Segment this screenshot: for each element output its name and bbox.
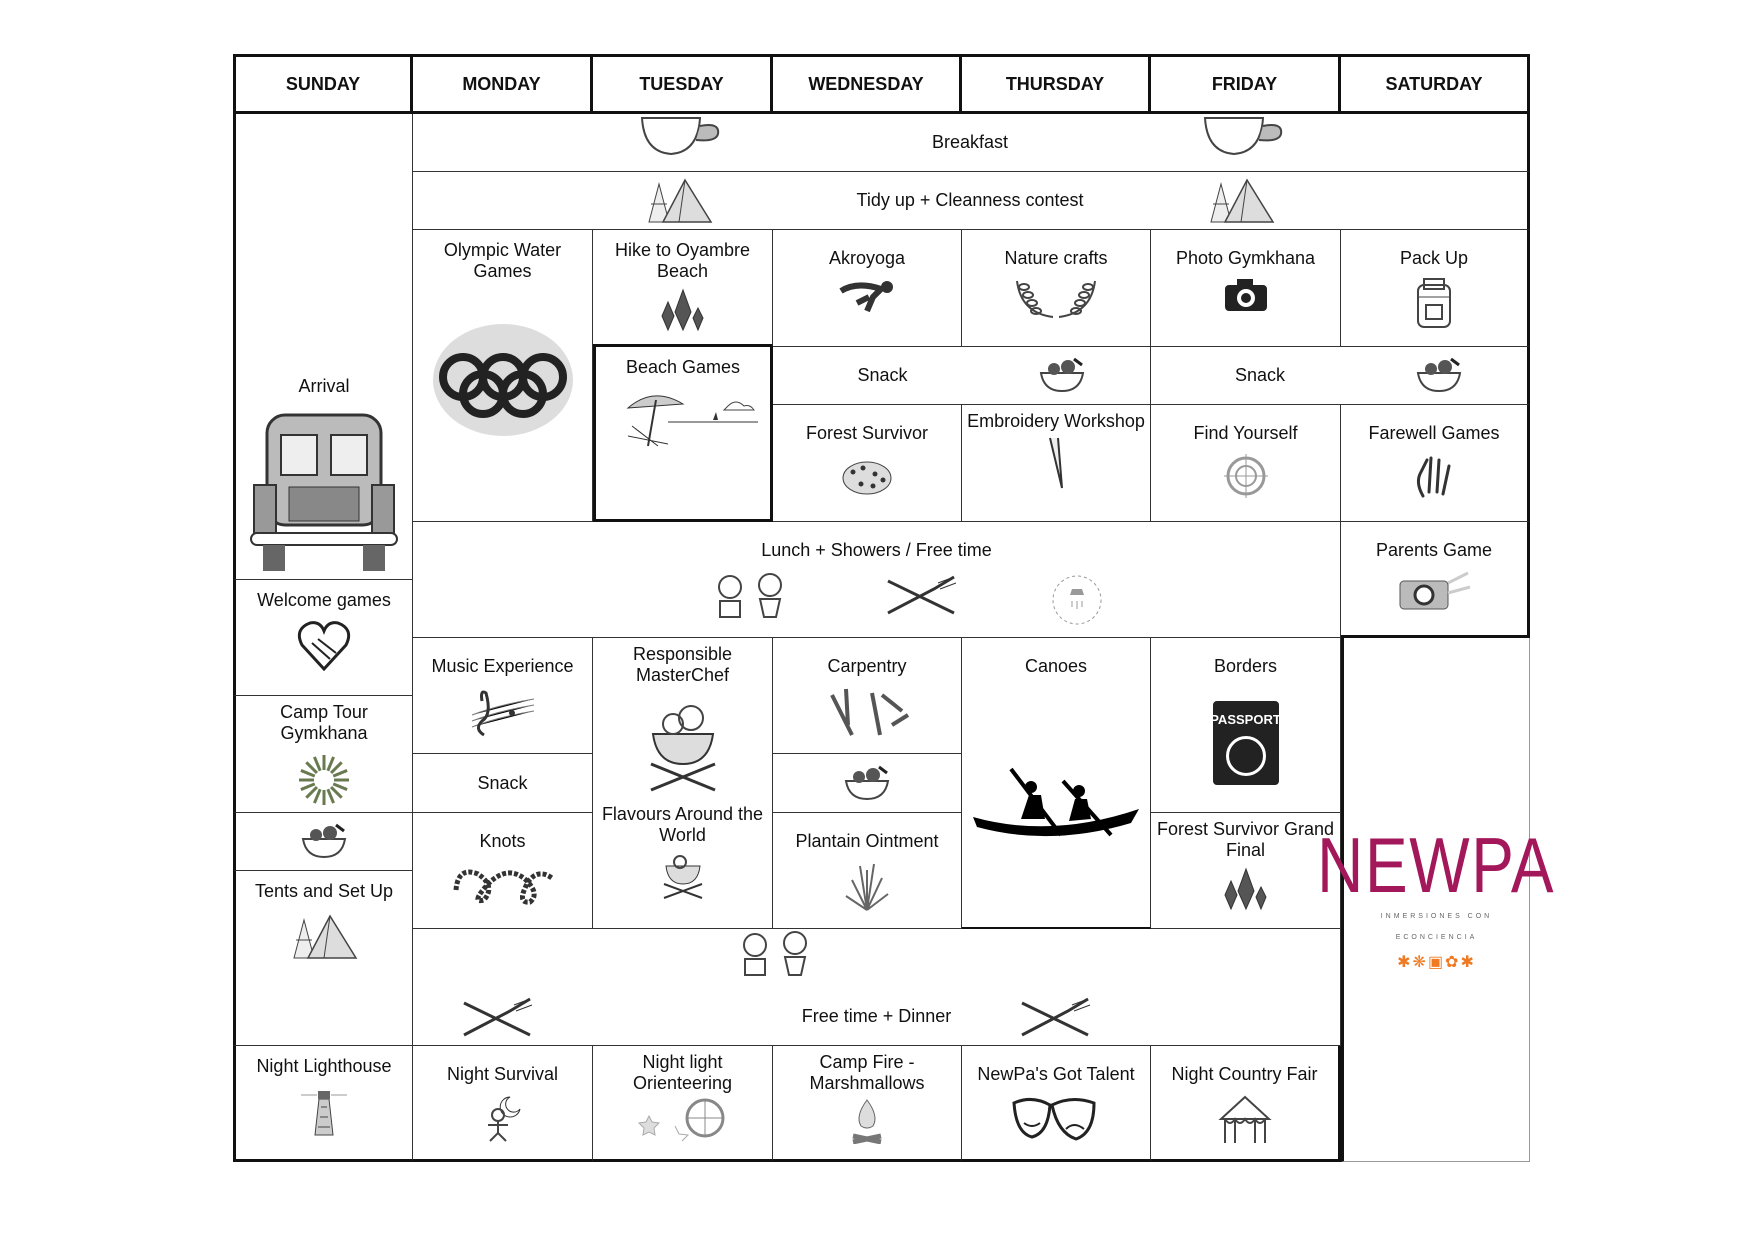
cell-forest-survivor xyxy=(773,405,962,521)
cell-country-fair xyxy=(1151,1046,1341,1162)
tent-icon xyxy=(641,174,717,226)
fruit-bowl-icon xyxy=(843,765,891,801)
cup-icon xyxy=(1201,112,1287,158)
kids-icon xyxy=(735,931,819,981)
activity-label: Lunch + Showers / Free time xyxy=(761,539,992,560)
cell-tents xyxy=(233,871,413,1046)
cell-parents-game xyxy=(1341,522,1530,638)
cell-snack-fri-sat xyxy=(1151,347,1530,405)
food-basket-icon xyxy=(660,850,706,900)
fruit-bowl-icon xyxy=(300,823,348,859)
cell-snack-wed-thu xyxy=(773,347,1151,405)
activity-label: Akroyoga xyxy=(828,248,906,269)
yoga-pose-icon xyxy=(837,277,897,313)
cell-welcome-games xyxy=(233,580,413,696)
theater-masks-icon xyxy=(1010,1093,1102,1143)
activity-label: Farewell Games xyxy=(1368,423,1500,444)
activity-label: Carpentry xyxy=(827,655,907,676)
activity-label: Welcome games xyxy=(257,589,391,610)
activity-label: NewPa's Got Talent xyxy=(977,1063,1135,1084)
cell-pack-up xyxy=(1341,230,1530,346)
row-tidy-up xyxy=(413,172,1530,230)
bus-icon xyxy=(249,405,399,575)
activity-label: Breakfast xyxy=(931,132,1009,153)
activity-label: Pack Up xyxy=(1399,248,1469,269)
food-basket-icon xyxy=(643,694,723,794)
activity-label: Beach Games xyxy=(625,356,741,377)
activity-label: Music Experience xyxy=(431,655,574,676)
cell-farewell-games xyxy=(1341,405,1530,521)
night-figure-icon xyxy=(480,1093,526,1143)
fruit-bowl-icon xyxy=(1415,357,1463,393)
header-thursday: THURSDAY xyxy=(962,54,1151,114)
activity-label: Parents Game xyxy=(1375,539,1493,560)
passport-label: PASSPORT xyxy=(1210,711,1281,727)
leaf-wreath-icon xyxy=(296,752,352,808)
fruit-bowl-icon xyxy=(1038,357,1086,393)
backpack-icon xyxy=(1414,277,1454,329)
trees-icon xyxy=(658,286,708,334)
handshake-heart-icon xyxy=(296,619,352,671)
activity-label: Plantain Ointment xyxy=(795,830,939,851)
activity-label: Embroidery Workshop xyxy=(967,411,1145,432)
cell-snack-wednesday xyxy=(773,754,962,812)
fair-tent-icon xyxy=(1217,1093,1273,1145)
cell-night-orienteering xyxy=(593,1046,773,1162)
activity-label: Free time + Dinner xyxy=(801,1006,952,1027)
cell-akroyoga xyxy=(773,230,962,346)
activity-label: Snack xyxy=(477,772,528,793)
trees-icon xyxy=(1221,865,1271,913)
kids-icon xyxy=(710,573,794,627)
activity-label: Nature crafts xyxy=(1004,248,1108,269)
activity-label: Snack xyxy=(857,364,908,385)
activity-label: Hike to Oyambre Beach xyxy=(614,240,751,282)
shower-icon xyxy=(1050,573,1104,627)
laurel-icon xyxy=(1011,277,1101,321)
row-dinner xyxy=(413,929,1341,1045)
activity-label: Camp Tour Gymkhana xyxy=(280,702,368,744)
header-tuesday: TUESDAY xyxy=(593,54,773,114)
activity-label: Tidy up + Cleanness contest xyxy=(856,190,1084,211)
activity-label: Night light Orienteering xyxy=(632,1051,733,1093)
cell-find-yourself xyxy=(1151,405,1341,521)
cell-embroidery xyxy=(962,405,1151,521)
lighthouse-icon xyxy=(299,1085,349,1137)
olympic-rings-icon xyxy=(430,322,576,438)
header-saturday: SATURDAY xyxy=(1341,54,1530,114)
cup-icon xyxy=(638,112,724,158)
tent-icon xyxy=(286,910,362,962)
cell-camp-fire xyxy=(773,1046,962,1162)
canoe-icon xyxy=(971,765,1141,845)
cell-camp-tour xyxy=(233,696,413,812)
camera-icon xyxy=(1223,277,1269,313)
cell-photo-gymkhana xyxy=(1151,230,1341,346)
tent-icon xyxy=(1203,174,1279,226)
cell-night-lighthouse xyxy=(233,1046,413,1162)
weekly-camp-schedule xyxy=(233,54,1556,1162)
newpa-logo xyxy=(1317,638,1556,1162)
cell-night-survival xyxy=(413,1046,593,1162)
cell-beach-games xyxy=(593,347,773,522)
logo-tagline: INMERSIONES CON ECONCIENCIA xyxy=(1380,912,1493,941)
cell-canoes xyxy=(962,638,1151,929)
target-icon xyxy=(1222,452,1270,500)
activity-label: Night Survival xyxy=(446,1063,559,1084)
activity-label: Night Lighthouse xyxy=(256,1055,392,1076)
activity-label: Find Yourself xyxy=(1193,423,1298,444)
cell-plantain-ointment xyxy=(773,813,962,929)
cutlery-icon xyxy=(1018,995,1094,1039)
tools-icon xyxy=(822,685,912,741)
compass-stars-icon xyxy=(635,1096,731,1144)
cell-grand-final xyxy=(1151,813,1341,929)
cell-music-experience xyxy=(413,638,593,754)
cell-masterchef xyxy=(593,638,773,929)
waving-hand-icon xyxy=(1413,452,1455,500)
activity-label: Camp Fire - Marshmallows xyxy=(809,1051,925,1093)
activity-label: Forest Survivor Grand Final xyxy=(1156,818,1335,860)
activity-label: Forest Survivor xyxy=(805,423,929,444)
passport-icon xyxy=(1210,701,1281,785)
activity-label: Knots xyxy=(479,830,526,851)
activity-label: Responsible MasterChef xyxy=(632,643,733,685)
beach-umbrella-icon xyxy=(608,386,758,450)
activity-label: Photo Gymkhana xyxy=(1175,248,1316,269)
plant-icon xyxy=(842,860,892,912)
cell-carpentry xyxy=(773,638,962,754)
cell-snack-monday xyxy=(413,754,593,812)
camera-icon xyxy=(1396,569,1472,613)
cutlery-icon xyxy=(884,573,960,627)
header-monday: MONDAY xyxy=(413,54,593,114)
cell-snack-sunday xyxy=(233,813,413,871)
leopard-icon xyxy=(839,452,895,498)
activity-label: Canoes xyxy=(1024,655,1088,676)
cell-hike xyxy=(593,230,773,346)
needle-icon xyxy=(1044,436,1068,490)
cell-knots xyxy=(413,813,593,929)
activity-label: Tents and Set Up xyxy=(254,880,394,901)
cell-nature-crafts xyxy=(962,230,1151,346)
activity-label: Olympic Water Games xyxy=(443,240,562,282)
cell-got-talent xyxy=(962,1046,1151,1162)
cell-arrival xyxy=(233,114,413,580)
campfire-icon xyxy=(849,1096,885,1144)
cell-borders xyxy=(1151,638,1341,813)
row-breakfast xyxy=(413,114,1530,172)
header-friday: FRIDAY xyxy=(1151,54,1341,114)
activity-label: Arrival xyxy=(298,375,350,396)
activity-label: Flavours Around the World xyxy=(601,803,764,845)
logo-symbols: ✱❋▣✿✱ xyxy=(1397,953,1476,971)
row-lunch xyxy=(413,522,1341,638)
activity-label: Borders xyxy=(1213,655,1278,676)
activity-label: Snack xyxy=(1234,364,1286,385)
cell-olympic-water-games xyxy=(413,230,593,521)
header-wednesday: WEDNESDAY xyxy=(773,54,962,114)
logo-wordmark: NEWPA xyxy=(1317,820,1556,909)
rope-knot-icon xyxy=(448,860,558,908)
header-sunday: SUNDAY xyxy=(233,54,413,114)
activity-label: Night Country Fair xyxy=(1171,1063,1318,1084)
music-notes-icon xyxy=(468,685,538,739)
